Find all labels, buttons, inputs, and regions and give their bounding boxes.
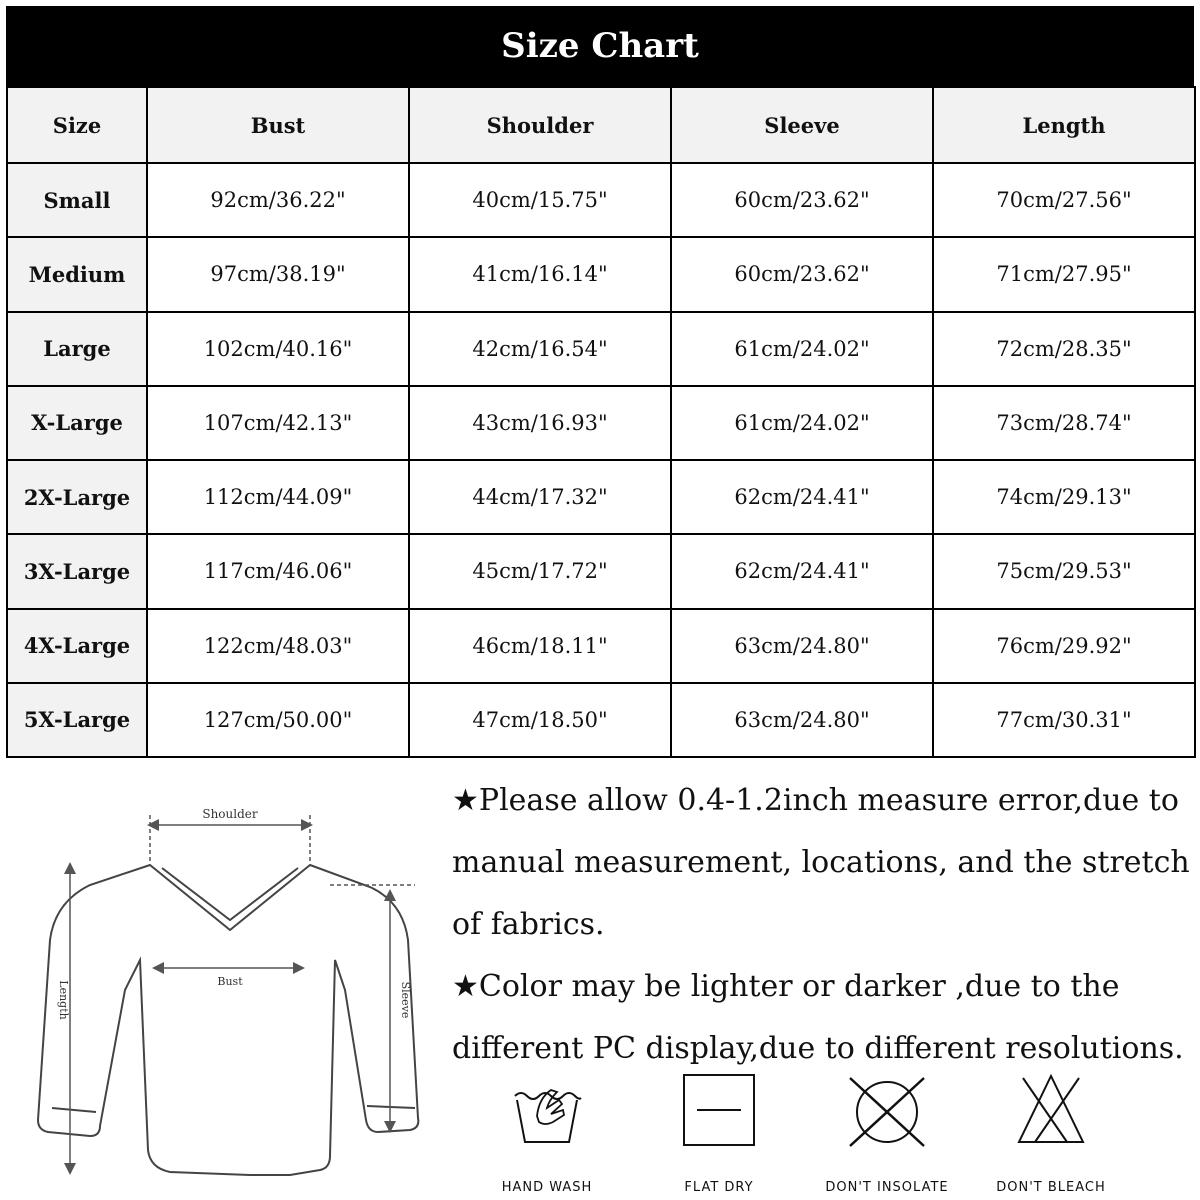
shoulder-cell: 47cm/18.50" bbox=[409, 683, 671, 757]
length-label: Length bbox=[57, 980, 70, 1020]
bust-cell: 107cm/42.13" bbox=[147, 386, 409, 460]
length-cell: 77cm/30.31" bbox=[933, 683, 1195, 757]
care-dont-bleach bbox=[976, 1070, 1126, 1195]
color-note: ★Color may be lighter or darker ,due to the different PC display,due to different resolutions. bbox=[452, 969, 1184, 1066]
table-row bbox=[7, 312, 1195, 386]
sleeve-label: Sleeve bbox=[399, 981, 412, 1019]
table-row bbox=[7, 237, 1195, 311]
shoulder-cell: 41cm/16.14" bbox=[409, 237, 671, 311]
table-row bbox=[7, 683, 1195, 757]
bust-cell: 97cm/38.19" bbox=[147, 237, 409, 311]
page-title: Size Chart bbox=[6, 6, 1194, 86]
table-row bbox=[7, 386, 1195, 460]
header-shoulder: Shoulder bbox=[409, 87, 671, 163]
care-dont-insolate bbox=[812, 1070, 962, 1195]
bust-cell: 117cm/46.06" bbox=[147, 534, 409, 608]
size-cell: 4X-Large bbox=[7, 609, 147, 683]
length-cell: 71cm/27.95" bbox=[933, 237, 1195, 311]
size-cell: X-Large bbox=[7, 386, 147, 460]
table-row bbox=[7, 609, 1195, 683]
shoulder-cell: 40cm/15.75" bbox=[409, 163, 671, 237]
size-cell: 5X-Large bbox=[7, 683, 147, 757]
sleeve-cell: 63cm/24.80" bbox=[671, 609, 933, 683]
care-flat-dry bbox=[644, 1070, 794, 1195]
hand-wash-label: HAND WASH bbox=[501, 1180, 593, 1195]
dont-bleach-label: DON'T BLEACH bbox=[996, 1180, 1106, 1195]
table-header-row bbox=[7, 87, 1195, 163]
bust-cell: 92cm/36.22" bbox=[147, 163, 409, 237]
bust-cell: 122cm/48.03" bbox=[147, 609, 409, 683]
sleeve-cell: 62cm/24.41" bbox=[671, 534, 933, 608]
size-cell: Small bbox=[7, 163, 147, 237]
flat-dry-label: FLAT DRY bbox=[684, 1180, 754, 1195]
shoulder-cell: 43cm/16.93" bbox=[409, 386, 671, 460]
header-size: Size bbox=[7, 87, 147, 163]
shoulder-cell: 44cm/17.32" bbox=[409, 460, 671, 534]
length-cell: 70cm/27.56" bbox=[933, 163, 1195, 237]
length-cell: 75cm/29.53" bbox=[933, 534, 1195, 608]
table-row bbox=[7, 460, 1195, 534]
shoulder-cell: 42cm/16.54" bbox=[409, 312, 671, 386]
hand-wash-icon bbox=[507, 1070, 587, 1150]
dont-insolate-label: DON'T INSOLATE bbox=[825, 1180, 949, 1195]
shirt-measurement-diagram bbox=[30, 790, 430, 1190]
bust-cell: 127cm/50.00" bbox=[147, 683, 409, 757]
size-cell: 2X-Large bbox=[7, 460, 147, 534]
size-chart-table bbox=[6, 86, 1196, 758]
header-sleeve: Sleeve bbox=[671, 87, 933, 163]
table-row bbox=[7, 534, 1195, 608]
size-cell: Medium bbox=[7, 237, 147, 311]
care-hand-wash bbox=[472, 1070, 622, 1195]
sleeve-cell: 61cm/24.02" bbox=[671, 386, 933, 460]
shoulder-cell: 45cm/17.72" bbox=[409, 534, 671, 608]
length-cell: 73cm/28.74" bbox=[933, 386, 1195, 460]
header-length: Length bbox=[933, 87, 1195, 163]
sleeve-cell: 62cm/24.41" bbox=[671, 460, 933, 534]
bust-cell: 102cm/40.16" bbox=[147, 312, 409, 386]
sleeve-cell: 60cm/23.62" bbox=[671, 237, 933, 311]
header-bust: Bust bbox=[147, 87, 409, 163]
length-cell: 74cm/29.13" bbox=[933, 460, 1195, 534]
sleeve-cell: 61cm/24.02" bbox=[671, 312, 933, 386]
dont-insolate-icon bbox=[842, 1070, 932, 1150]
sleeve-cell: 60cm/23.62" bbox=[671, 163, 933, 237]
shirt-outline-icon bbox=[38, 865, 418, 1175]
shoulder-cell: 46cm/18.11" bbox=[409, 609, 671, 683]
bust-cell: 112cm/44.09" bbox=[147, 460, 409, 534]
shoulder-label: Shoulder bbox=[202, 807, 258, 821]
dont-bleach-icon bbox=[1011, 1070, 1091, 1150]
table-row bbox=[7, 163, 1195, 237]
size-cell: Large bbox=[7, 312, 147, 386]
size-cell: 3X-Large bbox=[7, 534, 147, 608]
length-cell: 76cm/29.92" bbox=[933, 609, 1195, 683]
bust-label: Bust bbox=[217, 975, 243, 988]
flat-dry-icon bbox=[679, 1070, 759, 1150]
measure-error-note: ★Please allow 0.4-1.2inch measure error,due to manual measurement, locations, and the stretch of fabrics. bbox=[452, 783, 1190, 942]
sleeve-cell: 63cm/24.80" bbox=[671, 683, 933, 757]
length-cell: 72cm/28.35" bbox=[933, 312, 1195, 386]
notes bbox=[452, 770, 1192, 1080]
